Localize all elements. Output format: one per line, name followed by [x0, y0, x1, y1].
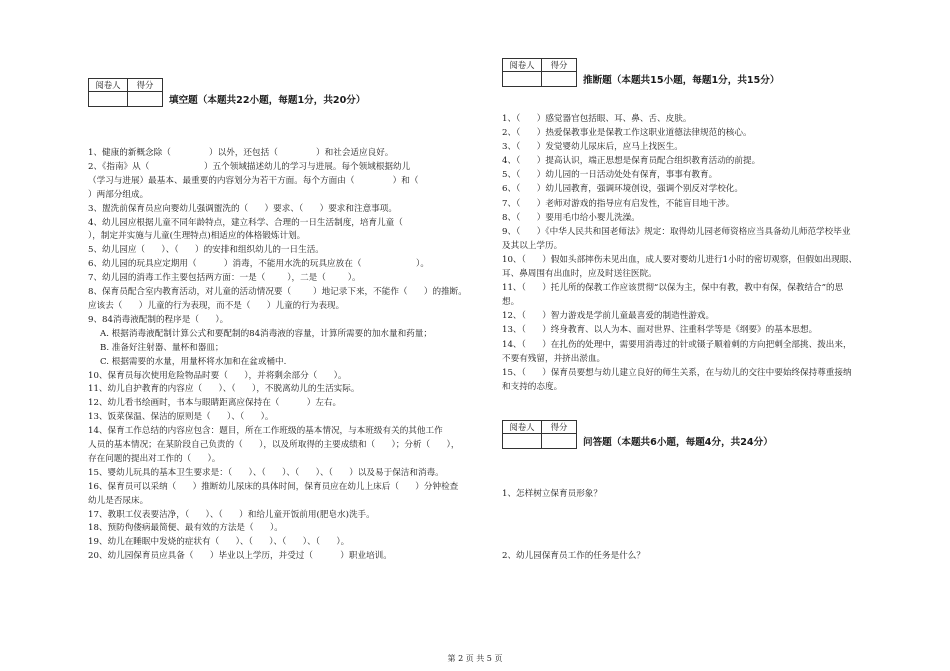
question-item: 8、保育员配合室内教育活动，对儿童的活动情况要（ ）地记录下来，不能作（ ）的推断。 [88, 287, 467, 298]
question-continuation: 人员的基本情况；在某阶段自己负责的（ ），以及所取得的主要成绩和（ ）；分析（ ）， [88, 440, 460, 451]
grader-cell[interactable] [89, 92, 128, 107]
question-item: 6、幼儿园的玩具应定期用（ ）消毒，不能用水洗的玩具应放在（ ）。 [88, 259, 429, 270]
score-label: 得分 [542, 59, 577, 72]
question-item: 4、幼儿园应根据儿童不同年龄特点，建立科学、合理的一日生活制度，培育儿童（ [88, 217, 403, 228]
right-column [502, 58, 902, 563]
question-item: 19、幼儿在睡眠中发烧的症状有（ ）、（ ）、（ ）、（ ）。 [88, 537, 350, 548]
answer-option: B. 准备好注射器、量杯和器皿； [100, 342, 224, 353]
score-cell[interactable] [542, 72, 577, 87]
question-item: 3、（ ）发觉婴幼儿尿床后，应马上找医生。 [502, 142, 683, 153]
question-continuation: ）两部分组成。 [88, 189, 149, 200]
question-continuation: 及其以上学历。 [502, 240, 563, 251]
answer-space[interactable] [502, 501, 902, 549]
judgment-header [502, 58, 902, 87]
answer-option: C. 根据需要的水量，用量杯将水加和在盆或桶中. [100, 356, 287, 367]
question-item: 15、婴幼儿玩具的基本卫生要求是：（ ）、（ ）、（ ）、（ ）以及易于保洁和消毒。 [88, 467, 444, 478]
section-title: 推断题（本题共15小题，每题1分，共15分） [583, 75, 780, 86]
question-item: 15、（ ）保育员要想与幼儿建立良好的师生关系，在与幼儿的交往中要始终保持尊重接纳 [502, 367, 852, 378]
answer-option: A. 根据消毒液配制计算公式和要配制的84消毒液的容量，计算所需要的加水量和药量； [100, 328, 432, 339]
qa-list [502, 487, 902, 563]
question-item: 3、盥洗前保育员应向婴幼儿强调盥洗的（ ）要求、（ ）要求和注意事项。 [88, 203, 397, 214]
question-item: 1、（ ）感觉器官包括眼、耳、鼻、舌、皮肤。 [502, 114, 692, 124]
grader-cell[interactable] [503, 72, 542, 87]
question-continuation: 存在问题的提出对工作的（ ）。 [88, 453, 221, 464]
question-item: 8、（ ）要用毛巾给小婴儿洗澡。 [502, 212, 640, 223]
question-item: 11、（ ）托儿所的保教工作应该贯彻“以保为主，保中有教，教中有保，保教结合”的思 [502, 283, 844, 294]
question-continuation: 和支持的态度。 [502, 381, 563, 392]
page-number: 第 2 页 共 5 页 [447, 654, 503, 663]
qa-header [502, 420, 902, 449]
question-continuation: 耳、鼻周围有出血时，应及时送往医院。 [502, 269, 657, 280]
qa-question-2: 2、幼儿园保育员工作的任务是什么？ [502, 550, 645, 561]
question-list [502, 112, 902, 394]
fill-blank-section [88, 78, 484, 564]
score-cell[interactable] [128, 92, 163, 107]
question-item: 9、84消毒液配制的程序是（ ）。 [88, 314, 229, 325]
question-item: 2、（ ）热爱保教事业是保教工作这职业道德法律规范的核心。 [502, 128, 752, 139]
question-item: 7、（ ）老师对游戏的指导应有启发性，不能盲目地干涉。 [502, 198, 735, 209]
question-item: 6、（ ）幼儿园教育，强调环境创设，强调个别反对学校化。 [502, 184, 743, 195]
score-box [502, 58, 577, 87]
score-box [88, 78, 163, 107]
section-title: 问答题（本题共6小题，每题4分，共24分） [583, 436, 773, 448]
question-continuation: 幼儿是否尿床。 [88, 495, 149, 506]
question-item: 20、幼儿园保育员应具备（ ）毕业以上学历，并受过（ ）职业培训。 [88, 551, 392, 562]
question-item: 16、保育员可以采纳（ ）推断幼儿尿床的具体时间，保育员应在幼儿上床后（ ）分钟检查 [88, 481, 459, 492]
question-item: 18、预防佝偻病最简便、最有效的方法是（ ）。 [88, 523, 283, 534]
fill-blank-header [88, 78, 484, 107]
question-item: 14、保育工作总结的内容应包含：题目，所在工作班级的基本情况，与本班级有关的其他工作 [88, 426, 443, 437]
question-item: 2、《指南》从（ ）五个领域描述幼儿的学习与进展。每个领域根据幼儿 [88, 161, 411, 172]
question-item: 14、（ ）在扎伤的处理中，需要用消毒过的针或镊子顺着刺的方向把刺全部挑、拨出来， [502, 339, 852, 350]
question-item: 1、健康的新概念除（ ）以外，还包括（ ）和社会适应良好。 [88, 148, 394, 158]
question-list [88, 147, 484, 564]
question-continuation: 不要有残留，并挤出淤血。 [502, 353, 606, 364]
grader-label: 阅卷人 [503, 59, 542, 72]
question-item: 13、饭菜保温、保洁的原则是（ ）、（ ）。 [88, 412, 274, 423]
question-item: 4、（ ）提高认识，端正思想是保育员配合组织教育活动的前提。 [502, 156, 761, 167]
grader-cell[interactable] [503, 433, 542, 448]
section-title: 填空题（本题共22小题，每题1分，共20分） [169, 95, 366, 106]
score-cell[interactable] [542, 433, 577, 448]
question-item: 9、（ ）《中华人民共和国老师法》规定：取得幼儿园老师资格应当具备幼儿师范学校毕业 [502, 226, 851, 237]
question-item: 12、（ ）智力游戏是学前儿童最喜爱的制造性游戏。 [502, 311, 715, 322]
score-label: 得分 [128, 79, 163, 92]
question-continuation: 想。 [502, 297, 520, 308]
question-item: 17、教职工仪表要洁净，（ ）、（ ）和给儿童开饭前用(肥皂水)洗手。 [88, 509, 375, 520]
question-continuation: （学习与进展）最基本、最重要的内容划分为若干方面。每个方面由（ ）和（ [88, 175, 419, 186]
question-item: 5、幼儿园应（ ）、（ ）的安排和组织幼儿的一日生活。 [88, 245, 324, 256]
question-item: 10、（ ）假如头部摔伤未见出血，成人要对婴幼儿进行1小时的密切观察，但假如出现眼、 [502, 254, 858, 265]
question-item: 5、（ ）幼儿园的一日活动处处有保育，事事有教育。 [502, 170, 718, 181]
score-label: 得分 [542, 420, 577, 433]
grader-label: 阅卷人 [503, 420, 542, 433]
question-item: 10、保育员每次使用危险物品时要（ ），并将剩余部分（ ）。 [88, 370, 347, 381]
qa-question-1: 1、怎样树立保育员形象？ [502, 488, 602, 499]
question-continuation: ），制定并实施与儿童(生理特点)相适应的体格锻炼计划。 [88, 231, 306, 242]
score-box [502, 420, 577, 449]
grader-label: 阅卷人 [89, 79, 128, 92]
question-item: 11、幼儿自护教育的内容应（ ）、（ ），不脱离幼儿的生活实际。 [88, 384, 360, 395]
question-continuation: 应该去（ ）儿童的行为表现，而不是（ ）儿童的行为表现。 [88, 300, 345, 311]
question-item: 13、（ ）终身教育、以人为本、面对世界、注重科学等是《纲要》的基本思想。 [502, 325, 818, 336]
question-item: 12、幼儿看书绘画时，书本与眼睛距离应保持在（ ）左右。 [88, 398, 342, 409]
question-item: 7、幼儿园的消毒工作主要包括两方面：一是（ ），二是（ ）。 [88, 273, 361, 284]
